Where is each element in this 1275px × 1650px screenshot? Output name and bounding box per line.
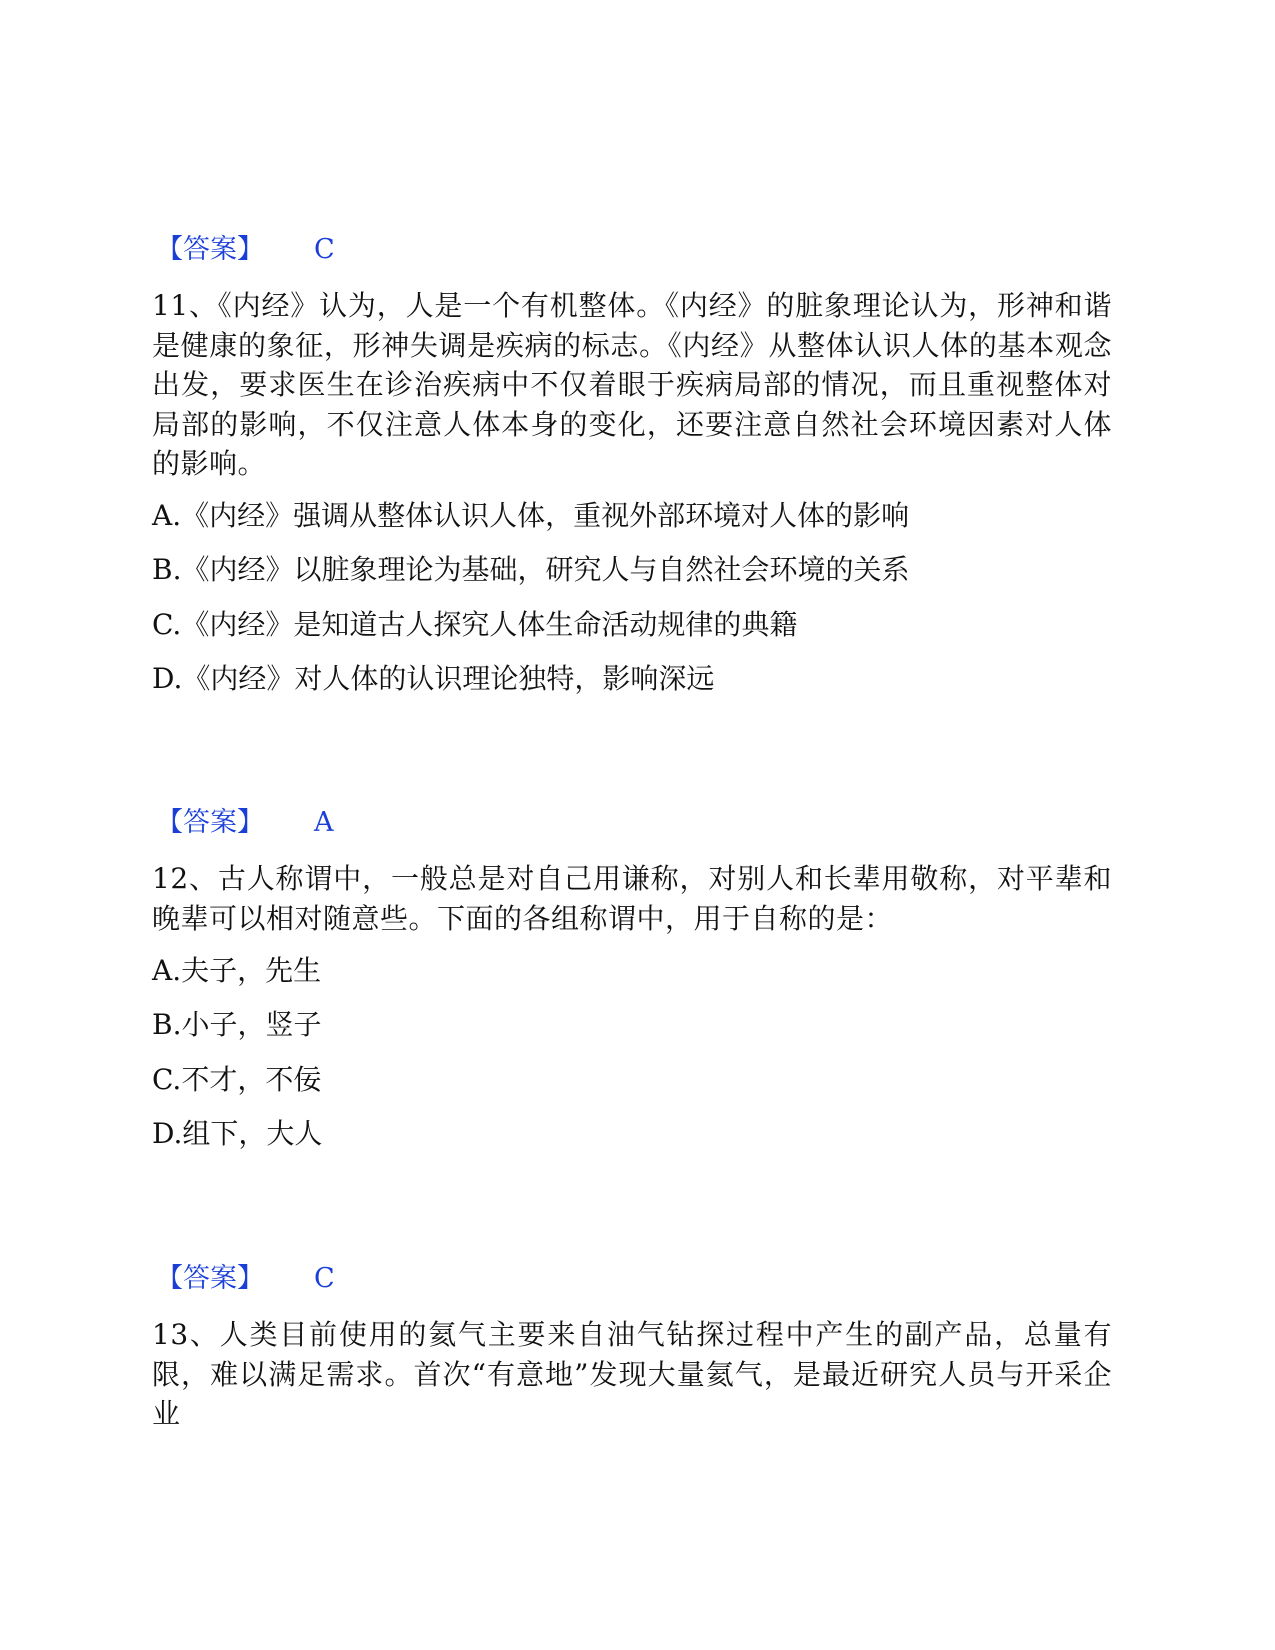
question-12-option-a: A.夫子，先生 (152, 954, 322, 987)
question-12-option-d: D.组下，大人 (152, 1117, 323, 1150)
question-12-option-b: B.小子，竖子 (152, 1008, 322, 1041)
question-11-option-b: B.《内经》以脏象理论为基础，研究人与自然社会环境的关系 (152, 553, 910, 586)
question-12-text: 12、古人称谓中，一般总是对自己用谦称，对别人和长辈用敬称，对平辈和晚辈可以相对随意些。下面的各组称谓中，用于自称的是： (152, 862, 1112, 935)
question-11-option-c: C.《内经》是知道古人探究人体生命活动规律的典籍 (152, 608, 798, 641)
answer-value: C (314, 234, 335, 265)
question-12-option-c: C.不才，不佞 (152, 1063, 322, 1096)
answer-value: C (314, 1263, 335, 1294)
answer-line (156, 806, 334, 840)
question-11-option-d: D.《内经》对人体的认识理论独特，影响深远 (152, 662, 715, 695)
answer-label: 【答案】 (156, 1263, 264, 1294)
answer-value: A (314, 807, 334, 838)
answer-line (156, 233, 335, 267)
answer-label: 【答案】 (156, 807, 264, 838)
answer-label: 【答案】 (156, 234, 264, 265)
question-13-text: 13、人类目前使用的氦气主要来自油气钻探过程中产生的副产品，总量有限，难以满足需求。首次“有意地”发现大量氦气，是最近研究人员与开采企业 (152, 1318, 1112, 1430)
answer-line (156, 1262, 335, 1296)
question-11-option-a: A.《内经》强调从整体认识人体，重视外部环境对人体的影响 (152, 499, 910, 532)
question-11-text: 11、《内经》认为，人是一个有机整体。《内经》的脏象理论认为，形神和谐是健康的象征，形神失调是疾病的标志。《内经》从整体认识人体的基本观念出发，要求医生在诊治疾病中不仅着眼于疾病局部的情况，而且重视整体对局部的影响，不仅注意人体本身的变化，还要注意自然社会环境因素对人体的影响。 (152, 289, 1112, 480)
